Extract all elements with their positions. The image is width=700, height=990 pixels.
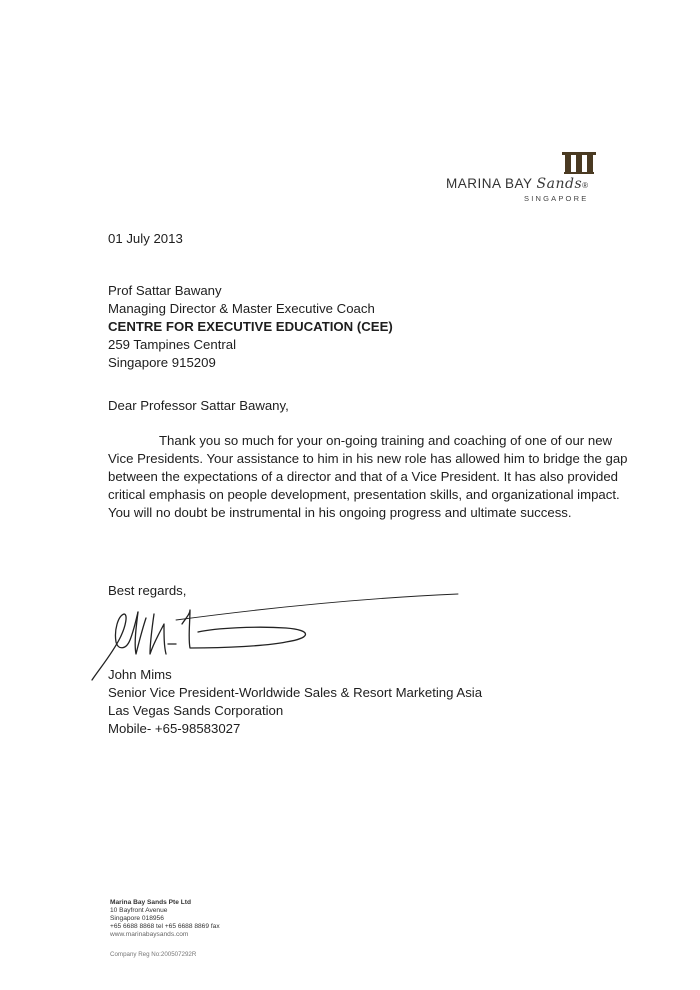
logo-wordmark: [446, 176, 589, 192]
letter-body: [108, 432, 628, 522]
body-line: critical emphasis on people development, presentation skills, and organizational impact.: [108, 487, 620, 502]
logo-location: SINGAPORE: [524, 194, 589, 203]
salutation: Dear Professor Sattar Bawany,: [108, 398, 289, 413]
footer-address2: Singapore 018956: [110, 915, 164, 922]
signer-company: Las Vegas Sands Corporation: [108, 703, 284, 718]
marina-bay-sands-towers-icon: [562, 152, 596, 174]
body-line: Thank you so much for your on-going training and coaching of one of our new: [159, 433, 613, 448]
logo-brand-text: MARINA BAY: [446, 176, 533, 191]
recipient-title: Managing Director & Master Executive Coach: [108, 301, 375, 316]
footer-phone: +65 6688 8868 tel +65 6688 8869 fax: [110, 923, 220, 930]
letter-date: 01 July 2013: [108, 231, 183, 246]
body-line: You will no doubt be instrumental in his ongoing progress and ultimate success.: [108, 505, 572, 520]
recipient-name: Prof Sattar Bawany: [108, 283, 222, 298]
signer-title: Senior Vice President-Worldwide Sales & Resort Marketing Asia: [108, 685, 483, 700]
company-logo: [440, 152, 610, 204]
footer-website: www.marinabaysands.com: [110, 931, 189, 938]
signer-block: [108, 666, 482, 738]
logo-registered-mark: ®: [582, 181, 589, 190]
closing: Best regards,: [108, 583, 187, 598]
letterhead-footer: [110, 899, 220, 939]
footer-registration: Company Reg No:200507292R: [110, 951, 197, 958]
footer-company: Marina Bay Sands Pte Ltd: [110, 899, 191, 906]
recipient-address-line2: Singapore 915209: [108, 355, 216, 370]
footer-address1: 10 Bayfront Avenue: [110, 907, 168, 914]
body-line: Vice Presidents. Your assistance to him in his new role has allowed him to bridge the gap: [108, 451, 628, 466]
recipient-organization: CENTRE FOR EXECUTIVE EDUCATION (CEE): [108, 319, 393, 334]
signer-name: John Mims: [108, 667, 172, 682]
signer-mobile: Mobile- +65-98583027: [108, 721, 241, 736]
body-line: between the expectations of a director and that of a Vice President. It has also provided: [108, 469, 618, 484]
recipient-address-line1: 259 Tampines Central: [108, 337, 237, 352]
logo-brand-script: Sands: [536, 176, 583, 192]
recipient-address: [108, 282, 393, 372]
